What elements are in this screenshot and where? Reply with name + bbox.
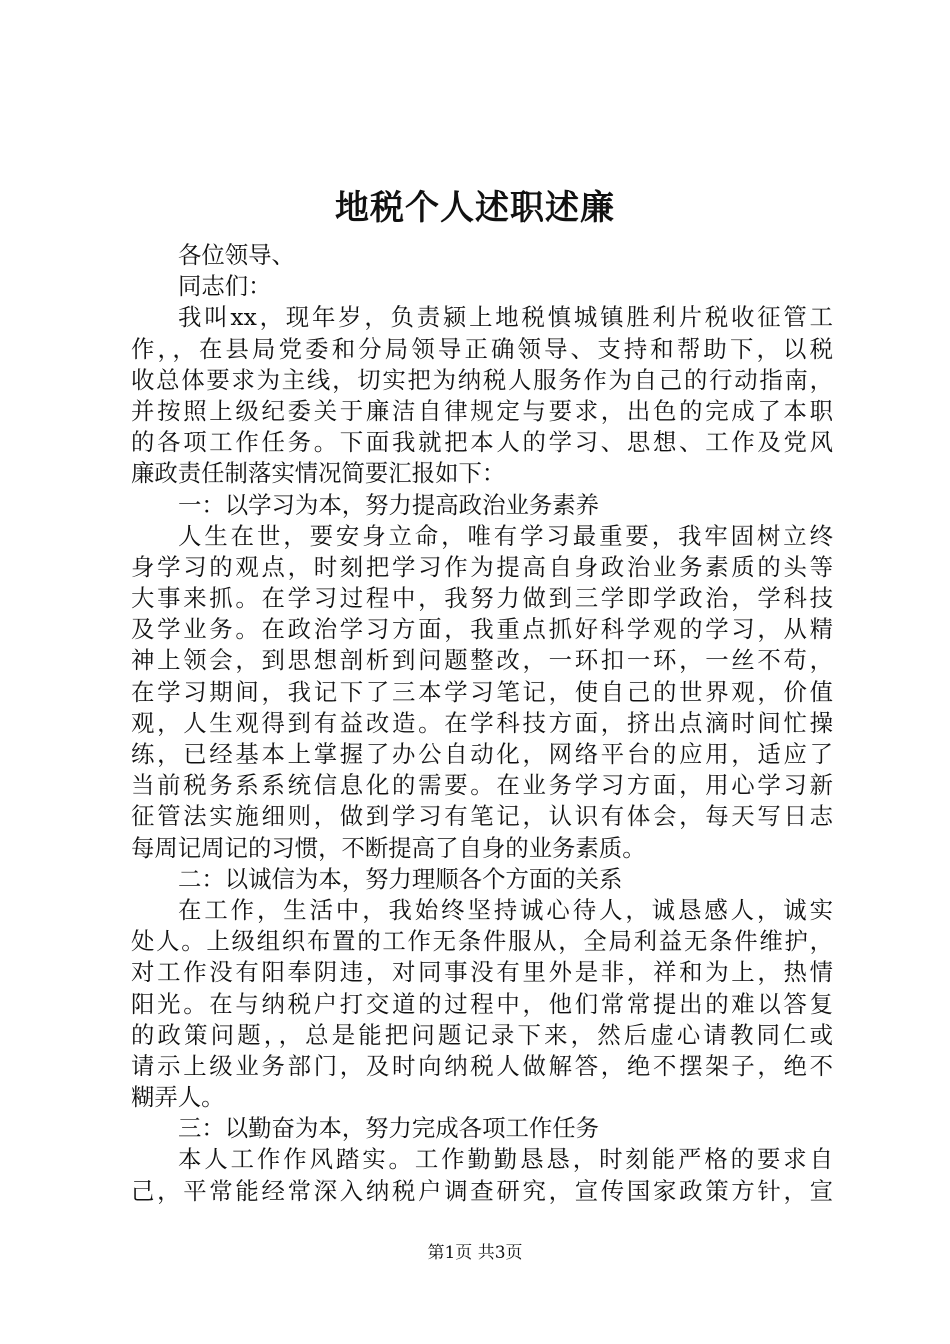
text-line: 请示上级业务部门，及时向纳税人做解答，绝不摆架子，绝不 bbox=[131, 1051, 833, 1080]
text-line: 二：以诚信为本，努力理顺各个方面的关系 bbox=[178, 864, 623, 893]
text-line: 在工作，生活中，我始终坚持诚心待人，诚恳感人，诚实 bbox=[178, 895, 833, 924]
text-line: 神上领会，到思想剖析到问题整改，一环扣一环，一丝不苟， bbox=[131, 646, 833, 675]
page-footer: 第1页 共3页 bbox=[427, 1243, 523, 1263]
text-line: 廉政责任制落实情况简要汇报如下： bbox=[131, 459, 506, 488]
text-line: 本人工作作风踏实。工作勤勤恳恳，时刻能严格的要求自 bbox=[178, 1145, 833, 1174]
document-title: 地税个人述职述廉 bbox=[335, 188, 615, 228]
text-line: 处人。上级组织布置的工作无条件服从，全局利益无条件维护， bbox=[131, 927, 833, 956]
text-line: 一：以学习为本，努力提高政治业务素养 bbox=[178, 490, 600, 519]
text-line: 的政策问题，，总是能把问题记录下来，然后虚心请教同仁或 bbox=[131, 1020, 833, 1049]
text-line: 练，已经基本上掌握了办公自动化，网络平台的应用，适应了 bbox=[131, 740, 833, 768]
text-line: 作，，在县局党委和分局领导正确领导、支持和帮助下，以税 bbox=[131, 334, 833, 363]
text-line: 同志们： bbox=[178, 272, 272, 301]
text-line: 的各项工作任务。下面我就把本人的学习、思想、工作及党风 bbox=[131, 428, 833, 457]
text-line: 每周记周记的习惯，不断提高了自身的业务素质。 bbox=[131, 833, 646, 862]
text-line: 糊弄人。 bbox=[131, 1083, 225, 1112]
text-line: 征管法实施细则，做到学习有笔记，认识有体会，每天写日志 bbox=[131, 802, 833, 831]
text-line: 并按照上级纪委关于廉洁自律规定与要求，出色的完成了本职 bbox=[131, 396, 833, 425]
text-line: 身学习的观点，时刻把学习作为提高自身政治业务素质的头等 bbox=[131, 552, 833, 581]
text-line: 收总体要求为主线，切实把为纳税人服务作为自己的行动指南， bbox=[131, 365, 833, 394]
text-line: 各位领导、 bbox=[178, 241, 295, 269]
text-line: 我叫xx，现年岁，负责颍上地税慎城镇胜利片税收征管工 bbox=[178, 303, 833, 332]
text-line: 对工作没有阳奉阴违，对同事没有里外是非，祥和为上，热情 bbox=[131, 958, 833, 987]
text-line: 及学业务。在政治学习方面，我重点抓好科学观的学习，从精 bbox=[131, 615, 833, 644]
document-body bbox=[131, 240, 833, 1207]
text-line: 人生在世，要安身立命，唯有学习最重要，我牢固树立终 bbox=[178, 521, 833, 550]
text-line: 阳光。在与纳税户打交道的过程中，他们常常提出的难以答复 bbox=[131, 989, 833, 1018]
text-line: 己，平常能经常深入纳税户调查研究，宣传国家政策方针，宣 bbox=[131, 1176, 833, 1205]
text-line: 观，人生观得到有益改造。在学科技方面，挤出点滴时间忙操 bbox=[131, 708, 833, 737]
text-line: 当前税务系系统信息化的需要。在业务学习方面，用心学习新 bbox=[131, 771, 833, 800]
text-line: 大事来抓。在学习过程中，我努力做到三学即学政治，学科技 bbox=[131, 584, 833, 613]
text-line: 三：以勤奋为本，努力完成各项工作任务 bbox=[178, 1114, 600, 1143]
text-line: 在学习期间，我记下了三本学习笔记，使自己的世界观，价值 bbox=[131, 677, 833, 706]
